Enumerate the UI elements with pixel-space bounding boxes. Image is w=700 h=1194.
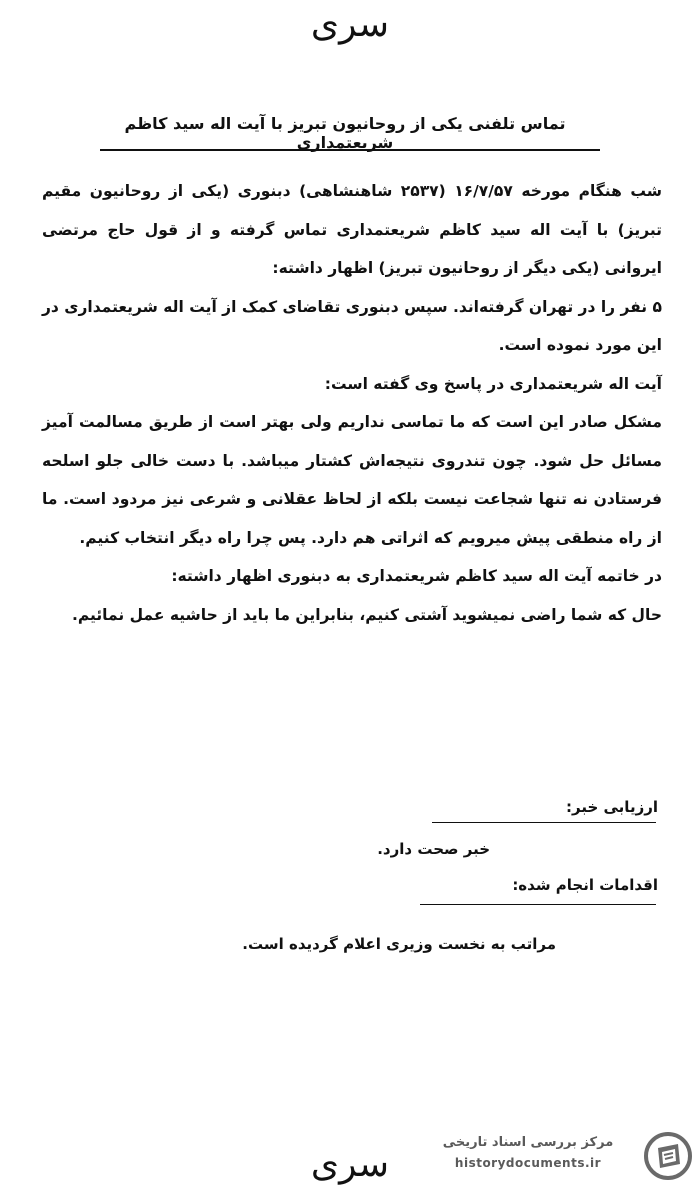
watermark-name: مرکز بررسی اسناد تاریخی (442, 1135, 614, 1150)
document-title: تماس تلفنی یکی از روحانیون تبریز با آیت اله سید کاظم شریعتمداری (124, 114, 566, 152)
body-paragraph: آیت اله شریعتمداری در پاسخ وی گفته است: (324, 374, 662, 393)
watermark-text (418, 1132, 638, 1172)
body-paragraph: در خاتمه آیت اله سید کاظم شریعتمداری به دبنوری اظهار داشته: (171, 567, 662, 585)
document-body (42, 172, 662, 634)
title-underline (100, 149, 600, 151)
evaluation-value: خبر صحت دارد. (377, 840, 490, 858)
classification-header: سری (310, 4, 390, 45)
evaluation-label: ارزیابی خبر: (566, 798, 658, 816)
classification-footer: سری (310, 1144, 390, 1185)
actions-underline (420, 904, 656, 905)
actions-label: اقدامات انجام شده: (512, 876, 658, 894)
actions-value: مراتب به نخست وزیری اعلام گردیده است. (242, 935, 556, 953)
watermark (412, 1130, 694, 1180)
watermark-url: historydocuments.ir (454, 1156, 602, 1170)
body-paragraph: حال که شما راضی نمیشوید آشتی کنیم، بنابراین ما باید از حاشیه عمل نمائیم. (71, 605, 662, 624)
body-paragraph: ۵ نفر را در تهران گرفته‌اند. سپس دبنوری تقاضای کمک از آیت اله شریعتمداری در این مورد نموده است. (42, 297, 662, 354)
evaluation-underline (432, 822, 656, 823)
body-paragraph: مشکل صادر این است که ما تماسی نداریم ولی بهتر است از طریق مسالمت آمیز مسائل حل شود. چون تندروی نتیجه‌اش کشتار میباشد. با دست خالی جلو اسلحه فرستادن نه تنها شجاعت نیست بلکه از لحاظ عقلانی و شرعی نیز مردود است. ما از راه منطقی پیش میرویم که اثراتی هم دارد. پس چرا راه دیگر انتخاب کنیم. (42, 413, 662, 547)
archive-logo-icon (642, 1130, 694, 1182)
body-paragraph: شب هنگام مورخه ۱۶/۷/۵۷ (۲۵۳۷ شاهنشاهی) دبنوری (یکی از روحانیون مقیم تبریز) با آیت اله سید کاظم شریعتمداری تماس گرفته و از قول حاج مرتضی ایروانی (یکی دیگر از روحانیون تبریز) اظهار داشته: (42, 182, 663, 277)
